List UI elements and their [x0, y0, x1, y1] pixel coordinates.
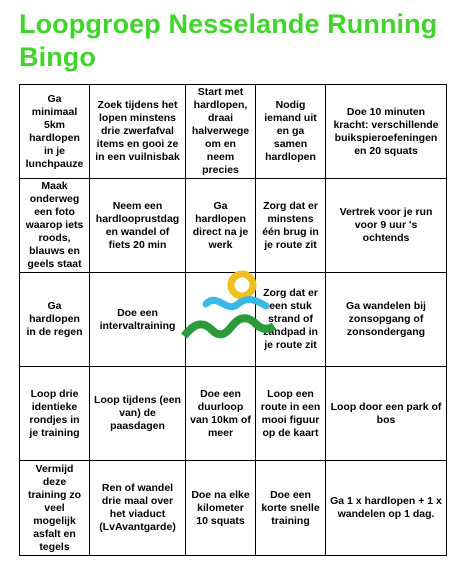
bingo-cell: [90, 461, 186, 556]
bingo-cell: [326, 367, 447, 461]
bingo-cell-text: Ga hardlopen in de regen: [26, 300, 83, 338]
bingo-row: [20, 179, 447, 273]
bingo-grid: [19, 84, 447, 556]
bingo-cell: [326, 273, 447, 367]
bingo-cell: [20, 273, 90, 367]
bingo-cell-text: Loop drie identieke rondjes in je training: [29, 387, 80, 439]
bingo-cell-text: Zorg dat er een stuk strand of zandpad in je route zit: [263, 287, 318, 351]
bingo-cell-text: Loop tijdens (een van) de paasdagen: [94, 394, 181, 432]
bingo-cell-text: Maak onderweg een foto waarop iets roods, blauws en geels staat: [25, 180, 84, 270]
bingo-cell-text: Doe na elke kilometer 10 squats: [191, 488, 250, 527]
bingo-row: [20, 85, 447, 179]
bingo-cell: [20, 367, 90, 461]
bingo-cell: [90, 367, 186, 461]
bingo-cell-text: Start met hardlopen, draai halverwege om en neem precies: [191, 86, 250, 176]
bingo-cell: [256, 461, 326, 556]
bingo-cell: [20, 179, 90, 273]
bingo-cell-text: Doe een intervaltraining: [99, 306, 176, 332]
bingo-cell: [186, 367, 256, 461]
bingo-cell-text: Ga 1 x hardlopen + 1 x wandelen op 1 dag.: [330, 495, 442, 520]
bingo-cell: [256, 273, 326, 367]
bingo-cell-text: Ga minimaal 5km hardlopen in je lunchpauze: [25, 92, 84, 170]
bingo-cell: [90, 179, 186, 273]
bingo-cell: [186, 85, 256, 179]
bingo-cell: [20, 461, 90, 556]
bingo-cell: [256, 85, 326, 179]
bingo-row: [20, 273, 447, 367]
bingo-cell: [20, 85, 90, 179]
bingo-cell-text: Loop door een park of bos: [330, 400, 442, 426]
bingo-cell-text: Doe een korte snelle training: [261, 488, 320, 527]
bingo-cell: [326, 85, 447, 179]
bingo-cell-text: Loop een route in een mooi figuur op de kaart: [260, 387, 321, 439]
bingo-cell-text: Vermijd deze training zo veel mogelijk asfalt en tegels: [27, 462, 82, 553]
bingo-cell-text: Zoek tijdens het lopen minstens drie zwerfafval items en gooi ze in een vuilnisbak: [95, 99, 180, 163]
bingo-cell: [256, 367, 326, 461]
bingo-row: [20, 461, 447, 556]
bingo-cell-text: Ga wandelen bij zonsopgang of zonsondergang: [346, 300, 426, 338]
bingo-cell: [256, 179, 326, 273]
bingo-cell-text: Neem een hardlooprustdag en wandel of fiets 20 min: [95, 199, 180, 251]
bingo-cell: [90, 273, 186, 367]
bingo-cell-text: Zorg dat er minstens één brug in je route zit: [262, 199, 319, 251]
bingo-cell: [186, 179, 256, 273]
bingo-cell-text: Doe 10 minuten kracht: verschillende buikspieroefeningen en 20 squats: [333, 105, 439, 157]
page-title: Loopgroep Nesselande Running Bingo: [19, 9, 438, 72]
bingo-cell: [326, 179, 447, 273]
bingo-cell-text: Ren of wandel drie maal over het viaduct (LvAvantgarde): [99, 482, 176, 533]
bingo-cell: [326, 461, 447, 556]
bingo-cell: [186, 461, 256, 556]
bingo-cell: [90, 85, 186, 179]
bingo-cell-text: Vertrek voor je run voor 9 uur 's ochtends: [339, 206, 433, 244]
bingo-cell-text: Doe een duurloop van 10km of meer: [190, 387, 251, 439]
bingo-cell-text: Ga hardlopen direct na je werk: [192, 199, 249, 251]
bingo-cell-text: Nodig iemand uit en ga samen hardlopen: [264, 99, 317, 163]
bingo-center-cell: [186, 273, 256, 367]
bingo-row: [20, 367, 447, 461]
